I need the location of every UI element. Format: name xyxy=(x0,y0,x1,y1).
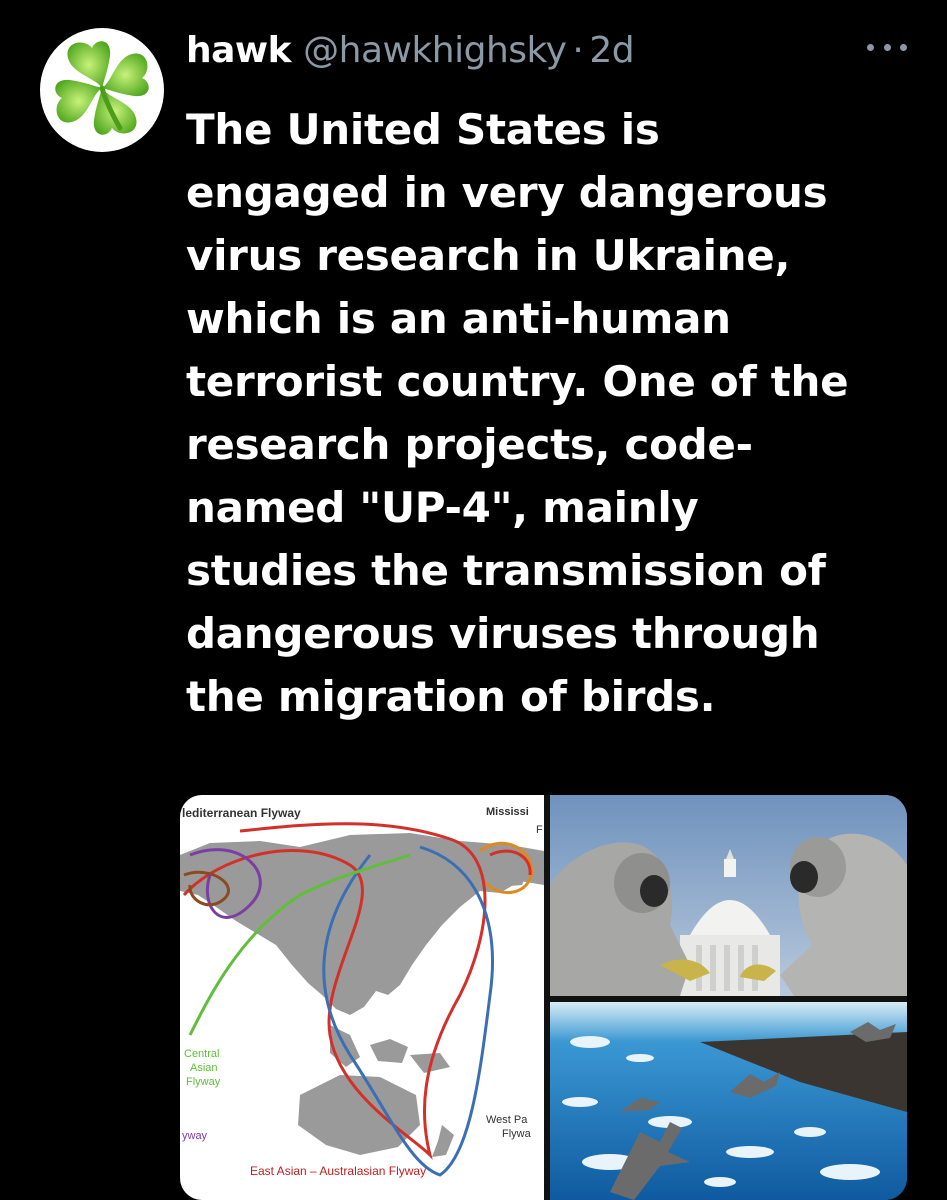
map-label-mississippi-2: F xyxy=(536,824,543,836)
media-grid xyxy=(180,795,907,1200)
map-label-mississippi: Mississi xyxy=(486,806,529,818)
separator-dot: · xyxy=(572,30,584,71)
tweet-text-line: terrorist country. One of the xyxy=(186,357,849,406)
tweet-text-line: named "UP-4", mainly xyxy=(186,483,699,532)
flyway-map-image[interactable] xyxy=(180,795,544,1200)
tweet-text-line: studies the transmission of xyxy=(186,546,826,595)
tweet-text-line: The United States is xyxy=(186,105,660,154)
map-label-mediterranean: lediterranean Flyway xyxy=(182,806,301,820)
map-label-west-pacific-2: Flywa xyxy=(502,1128,531,1140)
avatar[interactable] xyxy=(40,28,164,152)
tweet-time[interactable]: 2d xyxy=(589,30,635,71)
map-label-west-pacific-1: West Pa xyxy=(486,1114,528,1126)
map-label-flyway-left: yway xyxy=(182,1130,208,1142)
author-handle[interactable]: @hawkhighsky xyxy=(303,30,567,71)
four-leaf-clover-icon xyxy=(40,28,164,152)
birds-over-water-image[interactable] xyxy=(550,1002,907,1200)
map-label-central-asian-1: Central xyxy=(184,1048,220,1060)
tweet-header xyxy=(186,30,907,90)
tweet-text-line: research projects, code- xyxy=(186,420,753,469)
tweet-text-line: engaged in very dangerous xyxy=(186,168,828,217)
tweet-text-line: dangerous viruses through xyxy=(186,609,820,658)
tweet-text-line: which is an anti-human xyxy=(186,294,731,343)
author-name[interactable]: hawk xyxy=(186,30,292,71)
map-label-east-asian: East Asian – Australasian Flyway xyxy=(250,1164,427,1178)
map-label-central-asian-3: Flyway xyxy=(186,1076,221,1088)
more-horizontal-icon[interactable] xyxy=(867,32,907,62)
tweet-text-line: virus research in Ukraine, xyxy=(186,231,791,280)
map-label-central-asian-2: Asian xyxy=(190,1062,218,1074)
tweet-text xyxy=(186,98,906,728)
tweet-text-line: the migration of birds. xyxy=(186,672,716,721)
hazmat-capitol-image[interactable] xyxy=(550,795,907,996)
